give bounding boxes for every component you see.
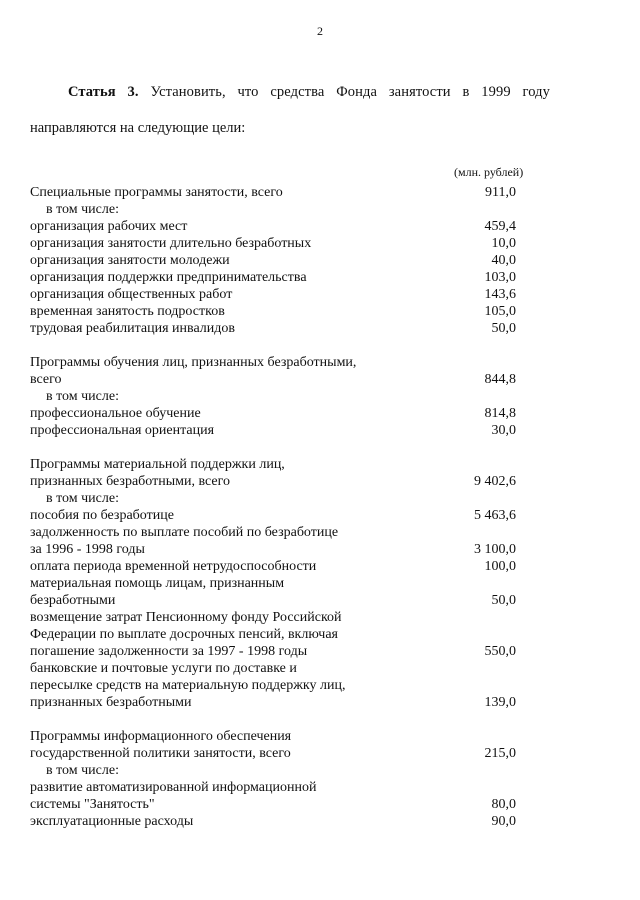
row-label: Федерации по выплате досрочных пенсий, включая: [30, 627, 338, 642]
table-row: [30, 388, 516, 405]
table-row: [30, 184, 516, 201]
row-value: 50,0: [491, 321, 516, 336]
row-label: безработными: [30, 593, 116, 608]
row-label: организация рабочих мест: [30, 219, 188, 234]
row-value: 215,0: [484, 746, 516, 761]
row-label: в том числе:: [46, 389, 119, 404]
row-label: системы "Занятость": [30, 797, 155, 812]
table-row: [30, 728, 516, 745]
table-row: [30, 626, 516, 643]
row-label: погашение задолженности за 1997 - 1998 годы: [30, 644, 308, 659]
row-label: развитие автоматизированной информационной: [30, 780, 317, 795]
table-row: [30, 796, 516, 813]
table-row: [30, 592, 516, 609]
row-label: трудовая реабилитация инвалидов: [30, 321, 236, 336]
table-row: [30, 473, 516, 490]
table-row: [30, 609, 516, 626]
row-label: всего: [30, 372, 62, 387]
row-label: признанных безработными: [30, 695, 192, 710]
table-row: [30, 303, 516, 320]
table-row: [30, 218, 516, 235]
row-label: эксплуатационные расходы: [30, 814, 194, 829]
table-row: [30, 541, 516, 558]
row-value: 143,6: [484, 287, 516, 302]
table-row: [30, 490, 516, 507]
row-value: 90,0: [491, 814, 516, 829]
row-label: Программы материальной поддержки лиц,: [30, 457, 285, 472]
table-row: [30, 201, 516, 218]
table-row: [30, 813, 516, 830]
table-row: [30, 252, 516, 269]
row-value: 5 463,6: [474, 508, 516, 523]
row-value: 40,0: [491, 253, 516, 268]
table-row: [30, 575, 516, 592]
table-row: [30, 745, 516, 762]
row-value: 10,0: [491, 236, 516, 251]
row-label: в том числе:: [46, 491, 119, 506]
row-label: банковские и почтовые услуги по доставке и: [30, 661, 297, 676]
row-value: 9 402,6: [474, 474, 516, 489]
row-label: пособия по безработице: [30, 508, 174, 523]
table-row: [30, 456, 516, 473]
row-value: 30,0: [491, 423, 516, 438]
table-row: [30, 507, 516, 524]
table-row: [30, 660, 516, 677]
table-row: [30, 677, 516, 694]
row-value: 103,0: [484, 270, 516, 285]
table-row: [30, 524, 516, 541]
row-label: организация поддержки предпринимательства: [30, 270, 307, 285]
table-row: [30, 422, 516, 439]
row-value: 814,8: [484, 406, 516, 421]
table-row: [30, 694, 516, 711]
row-label: признанных безработными, всего: [30, 474, 231, 489]
row-label: организация занятости молодежи: [30, 253, 230, 268]
row-value: 139,0: [484, 695, 516, 710]
article-continuation: направляются на следующие цели:: [30, 120, 246, 136]
row-label: государственной политики занятости, всего: [30, 746, 291, 761]
row-value: 459,4: [484, 219, 516, 234]
row-label: возмещение затрат Пенсионному фонду Российской: [30, 610, 342, 625]
row-label: задолженность по выплате пособий по безработице: [30, 525, 339, 540]
row-label: организация общественных работ: [30, 287, 233, 302]
row-value: 80,0: [491, 797, 516, 812]
row-label: профессиональная ориентация: [30, 423, 215, 438]
article-heading: Статья 3.: [68, 84, 139, 100]
page-number: 2: [317, 24, 323, 38]
row-label: Специальные программы занятости, всего: [30, 185, 283, 200]
row-label: за 1996 - 1998 годы: [30, 542, 145, 557]
table-row: [30, 320, 516, 337]
table-row: [30, 779, 516, 796]
row-label: материальная помощь лицам, признанным: [30, 576, 285, 591]
row-value: 844,8: [484, 372, 516, 387]
table-row: [30, 405, 516, 422]
row-label: временная занятость подростков: [30, 304, 225, 319]
units-label: (млн. рублей): [454, 165, 524, 179]
table-row: [30, 235, 516, 252]
table-row: [30, 762, 516, 779]
row-label: оплата периода временной нетрудоспособности: [30, 559, 317, 574]
article-text: Установить, что средства Фонда занятости в 1999 году: [150, 84, 550, 100]
row-value: 911,0: [485, 185, 516, 200]
row-label: профессиональное обучение: [30, 406, 201, 421]
row-label: организация занятости длительно безработных: [30, 236, 312, 251]
table-row: [30, 558, 516, 575]
row-label: Программы обучения лиц, признанных безработными,: [30, 355, 357, 370]
row-label: в том числе:: [46, 763, 119, 778]
table-row: [30, 643, 516, 660]
row-value: 50,0: [491, 593, 516, 608]
article-first-line: [68, 84, 550, 101]
row-label: пересылке средств на материальную поддержку лиц,: [30, 678, 346, 693]
table-row: [30, 354, 516, 371]
row-value: 3 100,0: [474, 542, 516, 557]
row-label: Программы информационного обеспечения: [30, 729, 292, 744]
table-row: [30, 286, 516, 303]
table-row: [30, 269, 516, 286]
row-value: 100,0: [484, 559, 516, 574]
row-value: 550,0: [484, 644, 516, 659]
row-value: 105,0: [484, 304, 516, 319]
table-row: [30, 371, 516, 388]
row-label: в том числе:: [46, 202, 119, 217]
